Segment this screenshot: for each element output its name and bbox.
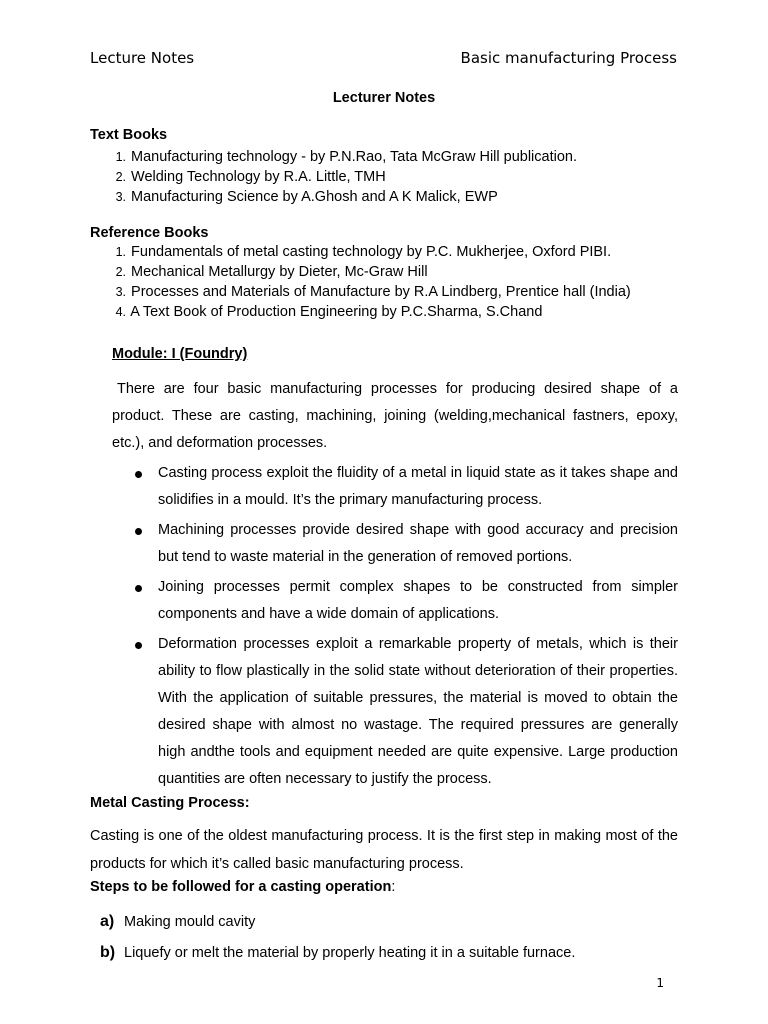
metal-casting-paragraph: Casting is one of the oldest manufacturing process. It is the first step in making most of the products for which it’s called basic manufacturing process.: [90, 828, 678, 872]
text-books-heading: Text Books: [90, 127, 168, 143]
bullet-icon: [135, 471, 142, 478]
steps-heading-text: Steps to be followed for a casting operation: [90, 879, 392, 895]
module-heading: Module: I (Foundry): [112, 346, 248, 362]
bullet-icon: [135, 642, 142, 649]
bullet-item: [112, 631, 678, 793]
step-text: Liquefy or melt the material by properly heating it in a suitable furnace.: [124, 945, 576, 961]
list-item: [90, 262, 631, 282]
list-item: [90, 147, 577, 167]
list-item: [90, 167, 577, 187]
list-text: Processes and Materials of Manufacture by R.A Lindberg, Prentice hall (India): [131, 284, 631, 300]
list-number: 2.: [115, 265, 126, 279]
list-item: [90, 187, 577, 207]
steps-heading: [90, 879, 395, 895]
reference-books-heading: Reference Books: [90, 225, 209, 241]
list-number: 4.: [115, 305, 126, 319]
list-text: Manufacturing Science by A.Ghosh and A K Malick, EWP: [131, 189, 498, 205]
header-left-title: Lecture Notes: [90, 49, 195, 67]
process-bullet-list: [112, 460, 678, 796]
steps-list: [100, 910, 575, 972]
list-text: Manufacturing technology - by P.N.Rao, Tata McGraw Hill publication.: [131, 149, 577, 165]
list-number: 1.: [115, 245, 126, 259]
list-text: A Text Book of Production Engineering by P.C.Sharma, S.Chand: [130, 304, 543, 320]
step-text: Making mould cavity: [124, 914, 256, 930]
step-letter: b): [100, 944, 116, 961]
list-number: 3.: [115, 285, 126, 299]
bullet-item: [112, 574, 678, 628]
list-text: Welding Technology by R.A. Little, TMH: [131, 169, 386, 185]
page-title: Lecturer Notes: [332, 90, 436, 106]
list-number: 1.: [115, 150, 126, 164]
bullet-icon: [135, 528, 142, 535]
steps-heading-colon: :: [391, 879, 396, 895]
list-number: 2.: [115, 170, 126, 184]
list-text: Mechanical Metallurgy by Dieter, Mc-Graw Hill: [131, 264, 428, 280]
text-books-list: [90, 147, 577, 207]
header-right-title: Basic manufacturing Process: [460, 49, 677, 67]
list-item: [90, 302, 631, 322]
list-text: Fundamentals of metal casting technology by P.C. Mukherjee, Oxford PIBI.: [131, 244, 612, 260]
bullet-item: [112, 460, 678, 514]
step-item: [100, 910, 575, 941]
reference-books-list: [90, 242, 631, 322]
list-item: [90, 242, 631, 262]
list-item: [90, 282, 631, 302]
list-number: 3.: [115, 190, 126, 204]
page-number: 1: [656, 976, 664, 990]
bullet-text: Casting process exploit the fluidity of a metal in liquid state as it takes shape and solidifies in a mould. It’s the primary manufacturing process.: [158, 465, 678, 508]
intro-paragraph: There are four basic manufacturing processes for producing desired shape of a product. These are casting, machining, joining (welding,mechanical fastners, epoxy, etc.), and deformation processes.: [112, 381, 678, 451]
bullet-text: Deformation processes exploit a remarkable property of metals, which is their ability to flow plastically in the solid state without deterioration of their properties. With the application of suitable pressures, the material is moved to obtain the desired shape with almost no wastage. The required pressures are generally high andthe tools and equipment needed are quite expensive. Large production quantities are often necessary to justify the process.: [158, 636, 678, 787]
bullet-item: [112, 517, 678, 571]
bullet-icon: [135, 585, 142, 592]
step-item: [100, 941, 575, 972]
metal-casting-heading: Metal Casting Process:: [90, 795, 250, 811]
bullet-text: Machining processes provide desired shape with good accuracy and precision but tend to waste material in the generation of removed portions.: [158, 522, 678, 565]
bullet-text: Joining processes permit complex shapes to be constructed from simpler components and have a wide domain of applications.: [158, 579, 678, 622]
step-letter: a): [100, 913, 115, 930]
